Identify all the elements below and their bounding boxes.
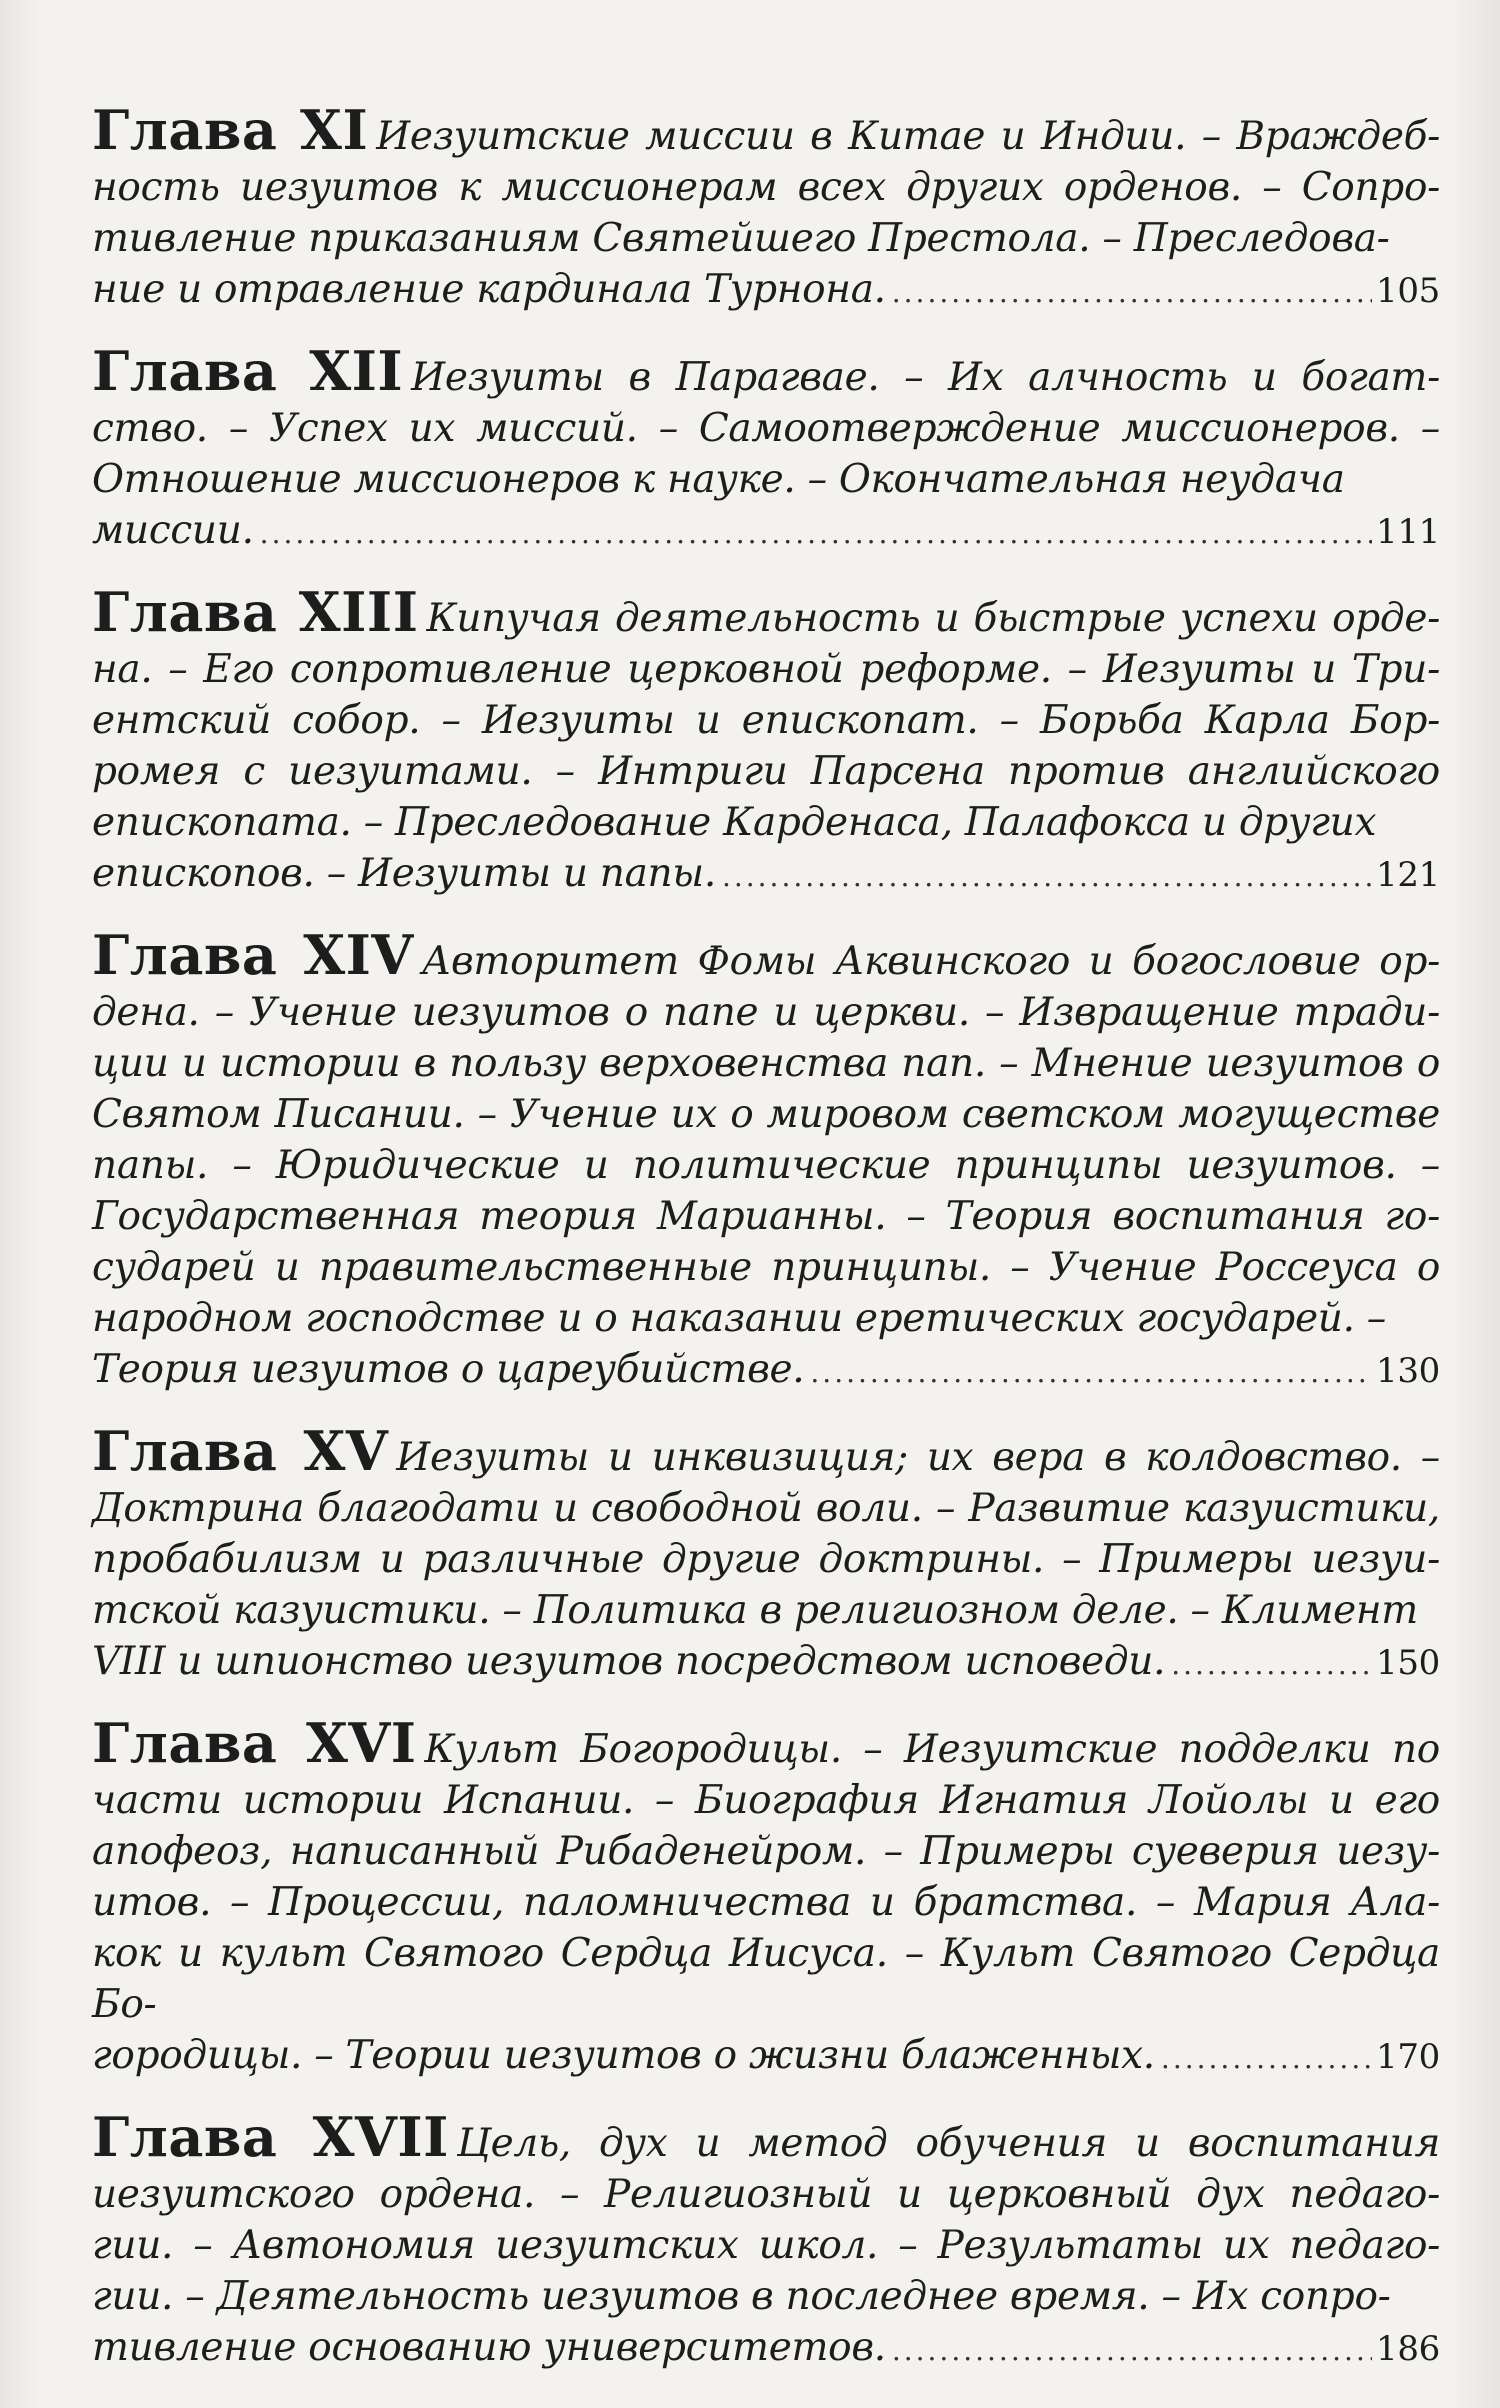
entry-text-line: гии. – Автономия иезуитских школ. – Результаты их педаго- bbox=[92, 2223, 1440, 2268]
chapter-heading: Глава XIV bbox=[92, 923, 414, 987]
dot-leader bbox=[1161, 2033, 1372, 2084]
dot-leader bbox=[810, 1347, 1372, 1398]
dot-leader bbox=[260, 508, 1372, 559]
chapter-heading: Глава XV bbox=[92, 1419, 389, 1483]
toc-entry-chapter-11 bbox=[92, 98, 1440, 318]
entry-text-line: кок и культ Святого Сердца Иисуса. – Культ Святого Сердца Бо- bbox=[92, 1931, 1440, 2027]
page-number: 186 bbox=[1376, 2329, 1440, 2369]
entry-text-line: тивление приказаниям Святейшего Престола. – Преследова- bbox=[92, 216, 1390, 261]
entry-text-line: городицы. – Теории иезуитов о жизни блаженных. bbox=[92, 2033, 1155, 2078]
chapter-heading: Глава XI bbox=[92, 98, 369, 162]
page-number: 170 bbox=[1376, 2037, 1440, 2077]
entry-text-line: Иезуиты и инквизиция; их вера в колдовство. – bbox=[396, 1435, 1440, 1480]
toc-entry-chapter-16 bbox=[92, 1711, 1440, 2084]
dot-leader bbox=[722, 851, 1372, 902]
entry-text-line: ство. – Успех их миссий. – Самоотверждение миссионеров. – bbox=[92, 406, 1440, 451]
entry-text-line: епископата. – Преследование Карденаса, Палафокса и других bbox=[92, 800, 1377, 845]
entry-last-line bbox=[92, 2030, 1440, 2084]
entry-text-line: ние и отравление кардинала Турнона. bbox=[92, 267, 886, 312]
entry-last-line bbox=[92, 1636, 1440, 1690]
entry-text-line: гии. – Деятельность иезуитов в последнее время. – Их сопро- bbox=[92, 2274, 1391, 2319]
entry-text-line: Кипучая деятельность и быстрые успехи орде- bbox=[426, 596, 1440, 641]
entry-text-line: сударей и правительственные принципы. – Учение Россеуса о bbox=[92, 1245, 1440, 1290]
entry-text-line: Иезуиты в Парагвае. – Их алчность и богат- bbox=[411, 355, 1440, 400]
chapter-heading: Глава XIII bbox=[92, 580, 419, 644]
chapter-heading: Глава XVII bbox=[92, 2105, 449, 2169]
chapter-heading: Глава XII bbox=[92, 339, 404, 403]
toc-entry-chapter-17 bbox=[92, 2105, 1440, 2376]
page-number: 130 bbox=[1376, 1351, 1440, 1391]
entry-last-line bbox=[92, 1344, 1440, 1398]
toc-entry-chapter-12 bbox=[92, 339, 1440, 559]
entry-text-line: Культ Богородицы. – Иезуитские подделки по bbox=[424, 1727, 1440, 1772]
entry-text-line: Цель, дух и метод обучения и воспитания bbox=[456, 2121, 1440, 2166]
entry-text-line: Иезуитские миссии в Китае и Индии. – Враждеб- bbox=[376, 114, 1440, 159]
entry-text-line: на. – Его сопротивление церковной реформе. – Иезуиты и Три- bbox=[92, 647, 1440, 692]
entry-text-line: народном господстве и о наказании еретических государей. – bbox=[92, 1296, 1386, 1341]
entry-text-line: ромея с иезуитами. – Интриги Парсена против английского bbox=[92, 749, 1440, 794]
page-number: 150 bbox=[1376, 1643, 1440, 1683]
entry-text-line: папы. – Юридические и политические принципы иезуитов. – bbox=[92, 1143, 1440, 1188]
entry-text-line: тивление основанию университетов. bbox=[92, 2325, 886, 2370]
entry-text-line: Святом Писании. – Учение их о мировом светском могуществе bbox=[92, 1092, 1440, 1137]
entry-text-line: дена. – Учение иезуитов о папе и церкви. – Извращение тради- bbox=[92, 990, 1440, 1035]
entry-text-line: апофеоз, написанный Рибаденейром. – Примеры суеверия иезу- bbox=[92, 1829, 1440, 1874]
page-number: 121 bbox=[1376, 855, 1440, 895]
toc-entry-chapter-14 bbox=[92, 923, 1440, 1398]
entry-text-line: миссии. bbox=[92, 508, 254, 553]
entry-text-line: епископов. – Иезуиты и папы. bbox=[92, 851, 716, 896]
entry-text-line: ентский собор. – Иезуиты и епископат. – Борьба Карла Бор- bbox=[92, 698, 1440, 743]
dot-leader bbox=[892, 267, 1372, 318]
page-number: 111 bbox=[1376, 512, 1440, 552]
toc-entry-chapter-13 bbox=[92, 580, 1440, 902]
chapter-heading: Глава XVI bbox=[92, 1711, 417, 1775]
entry-text-line: VIII и шпионство иезуитов посредством исповеди. bbox=[92, 1639, 1166, 1684]
entry-text-line: иезуитского ордена. – Религиозный и церковный дух педаго- bbox=[92, 2172, 1440, 2217]
page-number: 105 bbox=[1376, 271, 1440, 311]
entry-text-line: Теория иезуитов о цареубийстве. bbox=[92, 1347, 805, 1392]
entry-text-line: Государственная теория Марианны. – Теория воспитания го- bbox=[92, 1194, 1440, 1239]
entry-last-line bbox=[92, 505, 1440, 559]
entry-text-line: итов. – Процессии, паломничества и братства. – Мария Ала- bbox=[92, 1880, 1440, 1925]
entry-text-line: тской казуистики. – Политика в религиозном деле. – Климент bbox=[92, 1588, 1418, 1633]
entry-text-line: Доктрина благодати и свободной воли. – Развитие казуистики, bbox=[92, 1486, 1440, 1531]
entry-last-line bbox=[92, 264, 1440, 318]
toc-entry-chapter-15 bbox=[92, 1419, 1440, 1690]
entry-last-line bbox=[92, 848, 1440, 902]
entry-text-line: Авторитет Фомы Аквинского и богословие ор- bbox=[421, 939, 1440, 984]
entry-text-line: Отношение миссионеров к науке. – Окончательная неудача bbox=[92, 457, 1345, 502]
entry-text-line: пробабилизм и различные другие доктрины. – Примеры иезуи- bbox=[92, 1537, 1440, 1582]
entry-text-line: части истории Испании. – Биография Игнатия Лойолы и его bbox=[92, 1778, 1440, 1823]
entry-last-line bbox=[92, 2322, 1440, 2376]
dot-leader bbox=[892, 2325, 1372, 2376]
entry-text-line: ность иезуитов к миссионерам всех других орденов. – Сопро- bbox=[92, 165, 1440, 210]
entry-text-line: ции и истории в пользу верховенства пап. – Мнение иезуитов о bbox=[92, 1041, 1440, 1086]
dot-leader bbox=[1171, 1639, 1372, 1690]
